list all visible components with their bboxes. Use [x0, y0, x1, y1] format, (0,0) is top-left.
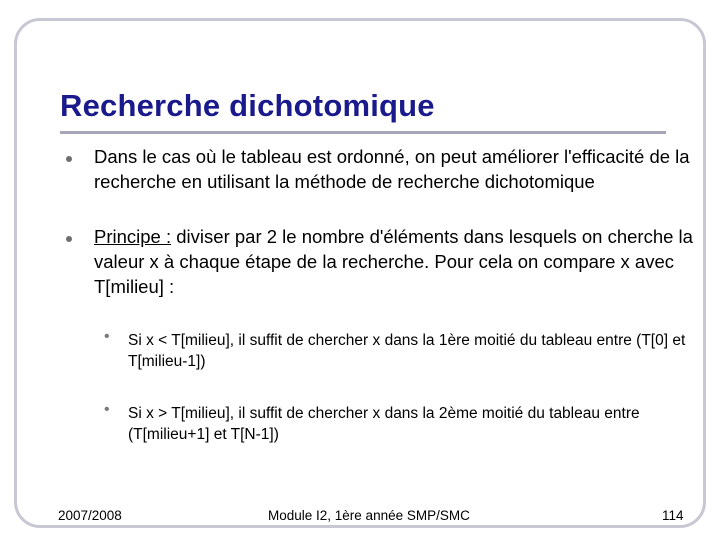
bullet-marker-2 — [66, 236, 72, 242]
footer-course: Module I2, 1ère année SMP/SMC — [268, 508, 470, 523]
bullet-text-2 — [94, 224, 706, 299]
sub-bullet-text-2: Si x > T[milieu], il suffit de chercher x dans la 2ème moitié du tableau entre (T[milieu+1] et T[N-1]) — [128, 405, 640, 443]
sub-bullet-marker-2: • — [104, 401, 110, 418]
slide-title: Recherche dichotomique — [60, 88, 435, 123]
title-divider — [60, 131, 666, 134]
bullet-marker-1 — [66, 156, 72, 162]
bullet-text-1: Dans le cas où le tableau est ordonné, on peut améliorer l'efficacité de la recherche en utilisant la méthode de recherche dichotomique — [94, 146, 690, 192]
sub-bullet-marker-1: • — [104, 328, 110, 345]
footer-page-number: 114 — [662, 508, 684, 523]
principle-description: diviser par 2 le nombre d'éléments dans lesquels on cherche la valeur x à chaque étape de la recherche. Pour cela on compare x avec T[milieu] : — [94, 226, 693, 297]
sub-bullet-text-1: Si x < T[milieu], il suffit de chercher x dans la 1ère moitié du tableau entre (T[0] et T[milieu-1]) — [128, 332, 686, 370]
principle-term: Principe : — [94, 226, 172, 247]
footer-date: 2007/2008 — [58, 508, 122, 523]
